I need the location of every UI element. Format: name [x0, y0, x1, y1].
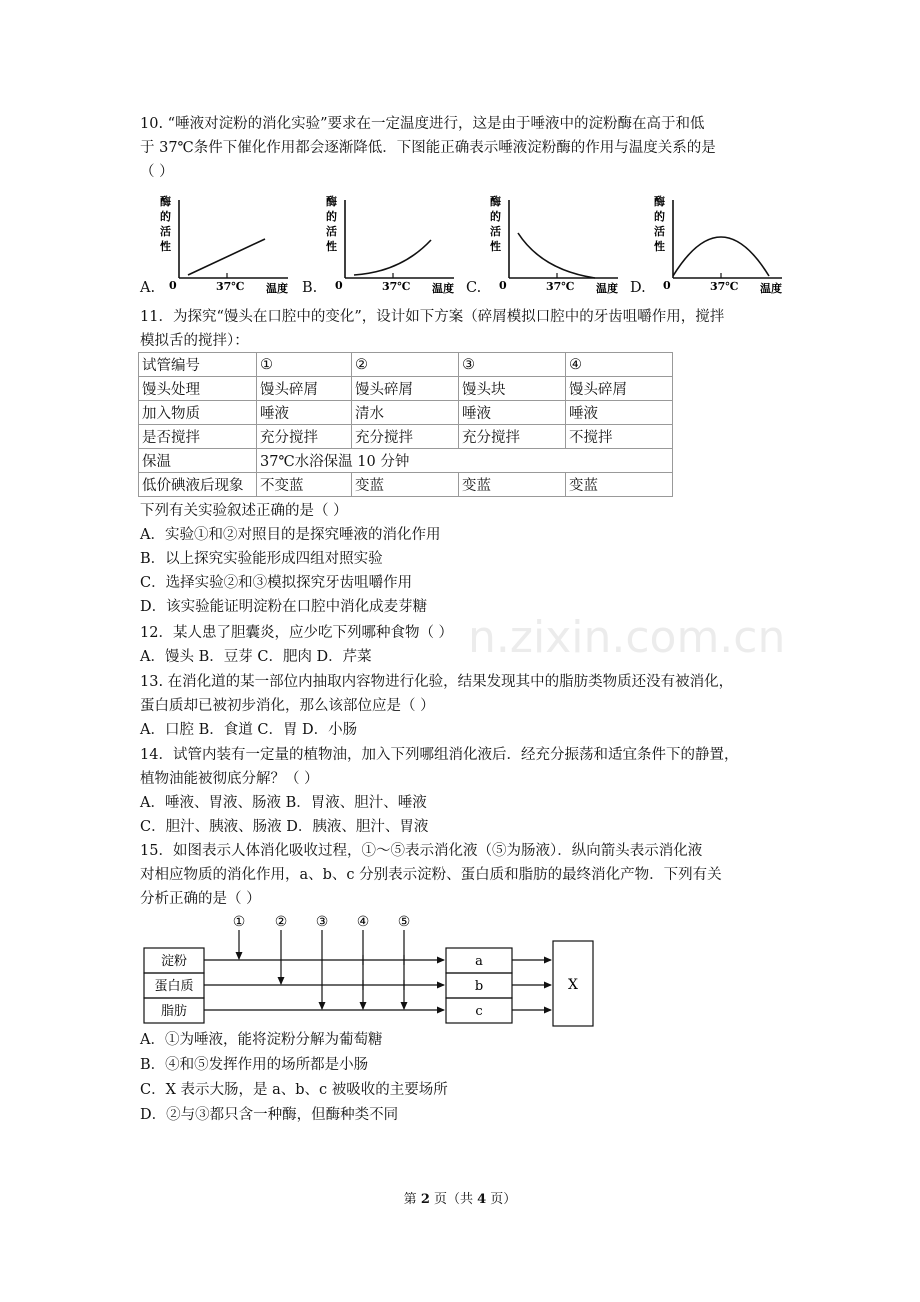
y-axis-label-char: 性 — [654, 240, 665, 253]
page-number: 2 — [420, 1192, 430, 1207]
y-axis-label-char: 酶 — [160, 195, 171, 208]
table-cell: 清水 — [352, 401, 459, 425]
q15-option-b: B．④和⑤发挥作用的场所都是小肠 — [140, 1057, 369, 1073]
juice-label: ⑤ — [397, 914, 411, 930]
q10-line1: 10. “唾液对淀粉的消化实验”要求在一定温度进行，这是由于唾液中的淀粉酶在高于和低 — [140, 116, 705, 132]
table-cell: 馒头碎屑 — [257, 377, 352, 401]
q12-line1: 12．某人患了胆囊炎，应少吃下列哪种食物（ ） — [140, 625, 454, 641]
y-axis-label-char: 酶 — [490, 195, 501, 208]
table-cell: 37℃水浴保温 10 分钟 — [257, 449, 673, 473]
q12-options: A．馒头 B．豆芽 C．肥肉 D．芹菜 — [140, 649, 372, 665]
option-b-label: B. — [302, 280, 318, 296]
table-row — [139, 353, 673, 377]
q11-option-b: B．以上探究实验能形成四组对照实验 — [140, 551, 383, 567]
y-axis-label-char: 的 — [160, 210, 171, 223]
page-footer — [0, 1188, 920, 1207]
substance-label: 脂肪 — [160, 1004, 188, 1019]
table-row — [139, 473, 673, 497]
table-cell: 馒头块 — [459, 377, 566, 401]
q10-line3: （ ） — [140, 164, 174, 180]
table-cell: 充分搅拌 — [352, 425, 459, 449]
digestion-diagram — [138, 908, 598, 1028]
origin-label: 0 — [335, 279, 343, 292]
x-tick-label: 37℃ — [216, 280, 245, 293]
q15-option-a: A．①为唾液，能将淀粉分解为葡萄糖 — [140, 1032, 383, 1048]
product-label: b — [474, 979, 484, 994]
q11-line1: 11．为探究“馒头在口腔中的变化”，设计如下方案（碎屑模拟口腔中的牙齿咀嚼作用，搅拌 — [140, 309, 725, 325]
y-axis-label-char: 的 — [326, 210, 337, 223]
table-cell: 唾液 — [459, 401, 566, 425]
table-cell: 充分搅拌 — [257, 425, 352, 449]
y-axis-label-char: 活 — [326, 225, 337, 238]
option-c-label: C. — [466, 280, 482, 296]
table-cell: 变蓝 — [352, 473, 459, 497]
table-cell: 馒头碎屑 — [352, 377, 459, 401]
table-row — [139, 425, 673, 449]
q13-options: A．口腔 B．食道 C．胃 D．小肠 — [140, 722, 358, 738]
table-row — [139, 377, 673, 401]
table-cell: 充分搅拌 — [459, 425, 566, 449]
q14-line2: 植物油能被彻底分解？（ ） — [140, 771, 319, 787]
graph-a — [160, 192, 300, 296]
substance-label: 蛋白质 — [154, 979, 194, 994]
q10-line2: 于 37℃条件下催化作用都会逐渐降低．下图能正确表示唾液淀粉酶的作用与温度关系的是 — [140, 140, 716, 156]
footer-suffix: 页） — [486, 1192, 517, 1207]
graph-b — [326, 192, 466, 296]
table-cell: 唾液 — [257, 401, 352, 425]
table-cell: 变蓝 — [459, 473, 566, 497]
page-total: 4 — [477, 1192, 487, 1207]
table-cell: 加入物质 — [139, 401, 257, 425]
juice-label: ④ — [356, 914, 370, 930]
y-axis-label-char: 的 — [490, 210, 501, 223]
q14-line1: 14．试管内装有一定量的植物油，加入下列哪组消化液后．经充分振荡和适宜条件下的静置， — [140, 747, 739, 763]
product-label: a — [475, 954, 483, 969]
table-cell: 试管编号 — [139, 353, 257, 377]
y-axis-label-char: 酶 — [326, 195, 337, 208]
x-tick-label: 37℃ — [710, 280, 739, 293]
y-axis-label-char: 活 — [160, 225, 171, 238]
product-label: c — [475, 1004, 483, 1019]
x-axis-label: 温度 — [266, 282, 288, 295]
x-axis-label: 温度 — [596, 282, 618, 295]
y-axis-label-char: 性 — [490, 240, 501, 253]
table-row — [139, 449, 673, 473]
footer-prefix: 第 — [403, 1192, 421, 1207]
q14-options-1: A．唾液、胃液、肠液 B．胃液、胆汁、唾液 — [140, 795, 427, 811]
graph-d — [654, 192, 794, 296]
curve — [673, 237, 769, 276]
q11-option-a: A．实验①和②对照目的是探究唾液的消化作用 — [140, 527, 441, 543]
option-a-label: A. — [140, 280, 156, 296]
y-axis-label-char: 性 — [160, 240, 171, 253]
origin-label: 0 — [663, 279, 671, 292]
table-cell: ① — [257, 353, 352, 377]
x-axis-label: 温度 — [760, 282, 782, 295]
y-axis-label-char: 活 — [490, 225, 501, 238]
x-tick-label: 37℃ — [546, 280, 575, 293]
option-d-label: D. — [630, 280, 646, 296]
table-cell: 不变蓝 — [257, 473, 352, 497]
table-cell: 馒头处理 — [139, 377, 257, 401]
substance-label: 淀粉 — [160, 954, 188, 969]
q14-options-2: C．胆汁、胰液、肠液 D．胰液、胆汁、胃液 — [140, 819, 429, 835]
watermark: n.zixin.com.cn — [468, 612, 786, 663]
experiment-table — [138, 352, 673, 497]
table-cell: 馒头碎屑 — [566, 377, 673, 401]
q15-line1: 15．如图表示人体消化吸收过程，①～⑤表示消化液（⑤为肠液）．纵向箭头表示消化液 — [140, 843, 703, 859]
table-cell: 不搅拌 — [566, 425, 673, 449]
q11-question: 下列有关实验叙述正确的是（ ） — [140, 503, 348, 519]
table-cell: ③ — [459, 353, 566, 377]
q11-line2: 模拟舌的搅拌）： — [140, 333, 249, 349]
x-label: X — [568, 977, 578, 993]
q13-line1: 13. 在消化道的某一部位内抽取内容物进行化验，结果发现其中的脂肪类物质还没有被消化， — [140, 674, 734, 690]
y-axis-label-char: 酶 — [654, 195, 665, 208]
q15-line3: 分析正确的是（ ） — [140, 891, 261, 907]
table-cell: ② — [352, 353, 459, 377]
q15-line2: 对相应物质的消化作用，a、b、c 分别表示淀粉、蛋白质和脂肪的最终消化产物．下列有关 — [140, 867, 722, 883]
juice-label: ③ — [315, 914, 329, 930]
graph-c — [490, 192, 630, 296]
curve — [518, 233, 595, 278]
x-axis-label: 温度 — [432, 282, 454, 295]
y-axis-label-char: 性 — [326, 240, 337, 253]
x-tick-label: 37℃ — [382, 280, 411, 293]
table-cell: 唾液 — [566, 401, 673, 425]
q11-option-d: D．该实验能证明淀粉在口腔中消化成麦芽糖 — [140, 599, 428, 615]
table-cell: 低价碘液后现象 — [139, 473, 257, 497]
origin-label: 0 — [169, 279, 177, 292]
table-row — [139, 401, 673, 425]
footer-middle: 页（共 — [429, 1192, 478, 1207]
curve — [188, 239, 265, 275]
curve — [354, 240, 431, 275]
juice-label: ② — [274, 914, 288, 930]
q11-option-c: C．选择实验②和③模拟探究牙齿咀嚼作用 — [140, 575, 413, 591]
q15-option-c: C．X 表示大肠，是 a、b、c 被吸收的主要场所 — [140, 1082, 448, 1098]
y-axis-label-char: 活 — [654, 225, 665, 238]
q13-line2: 蛋白质却已被初步消化，那么该部位应是（ ） — [140, 698, 435, 714]
table-cell: 保温 — [139, 449, 257, 473]
table-cell: 变蓝 — [566, 473, 673, 497]
table-cell: ④ — [566, 353, 673, 377]
juice-label: ① — [232, 914, 246, 930]
table-cell: 是否搅拌 — [139, 425, 257, 449]
y-axis-label-char: 的 — [654, 210, 665, 223]
q15-option-d: D．②与③都只含一种酶，但酶种类不同 — [140, 1107, 399, 1123]
origin-label: 0 — [499, 279, 507, 292]
